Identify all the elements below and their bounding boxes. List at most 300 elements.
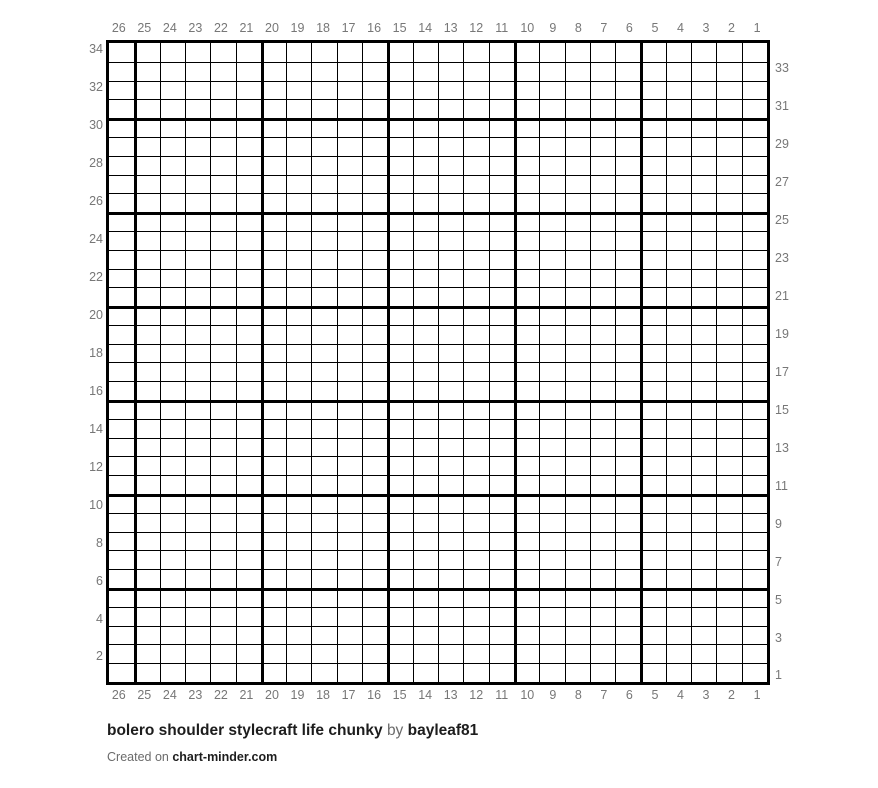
grid-cell xyxy=(615,456,640,475)
grid-cell xyxy=(311,137,336,156)
grid-cell xyxy=(286,81,311,100)
grid-cell xyxy=(134,306,159,325)
grid-cell xyxy=(185,250,210,269)
grid-cell xyxy=(236,607,261,626)
grid-cell xyxy=(261,81,286,100)
grid-cell xyxy=(463,231,488,250)
grid-cell xyxy=(160,569,185,588)
column-number: 4 xyxy=(676,688,684,702)
grid-cell xyxy=(160,494,185,513)
grid-cell xyxy=(463,569,488,588)
grid-cell xyxy=(539,513,564,532)
grid-cell xyxy=(615,588,640,607)
column-number: 1 xyxy=(753,21,761,35)
grid-cell xyxy=(590,400,615,419)
grid-cell xyxy=(438,212,463,231)
grid-cell xyxy=(160,325,185,344)
grid-cell xyxy=(742,137,767,156)
grid-cell xyxy=(691,43,716,62)
grid-cell xyxy=(716,381,741,400)
grid-cell xyxy=(413,269,438,288)
grid-cell xyxy=(261,475,286,494)
grid-cell xyxy=(337,569,362,588)
grid-cell xyxy=(261,532,286,551)
grid-cell xyxy=(716,400,741,419)
grid-cell xyxy=(489,62,514,81)
grid-cell xyxy=(514,269,539,288)
grid-cell xyxy=(261,231,286,250)
grid-cell xyxy=(539,456,564,475)
grid-cell xyxy=(362,400,387,419)
grid-cell xyxy=(640,175,665,194)
column-number: 18 xyxy=(316,688,330,702)
grid-cell xyxy=(742,569,767,588)
column-number: 17 xyxy=(341,688,356,702)
grid-cell xyxy=(337,663,362,682)
grid-cell xyxy=(109,607,134,626)
grid-cell xyxy=(286,626,311,645)
grid-cell xyxy=(590,344,615,363)
grid-cell xyxy=(615,663,640,682)
grid-cell xyxy=(413,212,438,231)
grid-cell xyxy=(640,456,665,475)
grid-cell xyxy=(134,381,159,400)
grid-cell xyxy=(362,287,387,306)
grid-cell xyxy=(565,419,590,438)
grid-cell xyxy=(362,456,387,475)
grid-cell xyxy=(387,212,412,231)
grid-cell xyxy=(565,494,590,513)
grid-cell xyxy=(337,62,362,81)
grid-cell xyxy=(337,269,362,288)
grid-cell xyxy=(210,118,235,137)
grid-cell xyxy=(286,344,311,363)
grid-cell xyxy=(109,400,134,419)
grid-cell xyxy=(185,588,210,607)
grid-cell xyxy=(236,626,261,645)
column-number: 15 xyxy=(392,688,407,702)
grid-cell xyxy=(210,381,235,400)
grid-cell xyxy=(716,362,741,381)
grid-cell xyxy=(210,269,235,288)
grid-cell xyxy=(109,513,134,532)
grid-cell xyxy=(134,663,159,682)
grid-cell xyxy=(337,306,362,325)
grid-cell xyxy=(160,419,185,438)
grid-cell xyxy=(514,438,539,457)
grid-cell xyxy=(387,118,412,137)
grid-cell xyxy=(742,494,767,513)
grid-cell xyxy=(210,475,235,494)
grid-cell xyxy=(489,475,514,494)
grid-cell xyxy=(185,438,210,457)
row-number: 26 xyxy=(89,194,103,209)
row-number: 5 xyxy=(775,592,782,607)
grid-cell xyxy=(185,269,210,288)
grid-cell xyxy=(134,588,159,607)
grid-cell xyxy=(134,231,159,250)
grid-cell xyxy=(185,569,210,588)
grid-cell xyxy=(565,381,590,400)
grid-cell xyxy=(286,532,311,551)
column-number: 8 xyxy=(574,21,582,35)
grid-cell xyxy=(261,137,286,156)
grid-cell xyxy=(539,81,564,100)
grid-cell xyxy=(311,99,336,118)
grid-cell xyxy=(565,62,590,81)
grid-cell xyxy=(666,325,691,344)
grid-cell xyxy=(615,419,640,438)
grid-cell xyxy=(362,193,387,212)
grid-cell xyxy=(236,250,261,269)
grid-cell xyxy=(716,250,741,269)
grid-cell xyxy=(565,569,590,588)
grid-cell xyxy=(236,43,261,62)
grid-cell xyxy=(742,156,767,175)
grid-cell xyxy=(438,663,463,682)
grid-cell xyxy=(134,325,159,344)
grid-cell xyxy=(438,644,463,663)
grid-cell xyxy=(160,381,185,400)
grid-cell xyxy=(489,381,514,400)
column-number: 13 xyxy=(443,688,458,702)
grid-cell xyxy=(236,344,261,363)
grid-cell xyxy=(590,175,615,194)
grid-cell xyxy=(387,156,412,175)
grid-cell xyxy=(362,325,387,344)
grid-cell xyxy=(666,99,691,118)
grid-cell xyxy=(337,193,362,212)
grid-cell xyxy=(742,193,767,212)
grid-cell xyxy=(362,494,387,513)
grid-cell xyxy=(742,400,767,419)
grid-cell xyxy=(413,400,438,419)
grid-cell xyxy=(109,532,134,551)
grid-cell xyxy=(311,269,336,288)
grid-cell xyxy=(387,588,412,607)
grid-cell xyxy=(134,212,159,231)
grid-cell xyxy=(742,62,767,81)
grid-cell xyxy=(261,118,286,137)
grid-cell xyxy=(134,569,159,588)
grid-cell xyxy=(362,137,387,156)
column-number: 16 xyxy=(367,21,382,35)
grid-cell xyxy=(463,269,488,288)
grid-cell xyxy=(438,626,463,645)
grid-cell xyxy=(185,494,210,513)
grid-cell xyxy=(236,550,261,569)
grid-cell xyxy=(716,438,741,457)
grid-cell xyxy=(438,250,463,269)
grid-cell xyxy=(134,193,159,212)
grid-cell xyxy=(311,626,336,645)
grid-cell xyxy=(337,475,362,494)
grid-cell xyxy=(539,550,564,569)
grid-cell xyxy=(463,456,488,475)
grid-cell xyxy=(666,231,691,250)
grid-cell xyxy=(210,325,235,344)
grid-cell xyxy=(210,607,235,626)
grid-cell xyxy=(413,532,438,551)
grid-cell xyxy=(261,193,286,212)
grid-cell xyxy=(565,362,590,381)
grid-cell xyxy=(337,532,362,551)
grid-cell xyxy=(160,532,185,551)
grid-cell xyxy=(311,532,336,551)
grid-cell xyxy=(590,475,615,494)
grid-cell xyxy=(742,588,767,607)
grid-cell xyxy=(463,81,488,100)
grid-cell xyxy=(489,569,514,588)
grid-cell xyxy=(387,513,412,532)
grid-cell xyxy=(362,344,387,363)
grid-cell xyxy=(514,287,539,306)
grid-cell xyxy=(210,644,235,663)
grid-cell xyxy=(311,550,336,569)
row-number: 10 xyxy=(89,497,103,512)
grid-cell xyxy=(565,287,590,306)
grid-cell xyxy=(539,400,564,419)
grid-cell xyxy=(691,156,716,175)
grid-cell xyxy=(565,156,590,175)
grid-cell xyxy=(236,175,261,194)
grid-cell xyxy=(539,381,564,400)
row-number: 24 xyxy=(89,232,103,247)
grid-cell xyxy=(236,456,261,475)
grid-cell xyxy=(185,362,210,381)
grid-cell xyxy=(413,231,438,250)
grid-cell xyxy=(261,344,286,363)
grid-cell xyxy=(716,588,741,607)
grid-cell xyxy=(387,250,412,269)
grid-cell xyxy=(666,250,691,269)
grid-cell xyxy=(337,438,362,457)
grid-cell xyxy=(691,550,716,569)
grid-cell xyxy=(489,193,514,212)
grid-cell xyxy=(185,306,210,325)
grid-cell xyxy=(590,231,615,250)
row-number: 6 xyxy=(96,573,103,588)
grid-cell xyxy=(413,362,438,381)
row-number: 23 xyxy=(775,251,789,266)
grid-cell xyxy=(615,193,640,212)
grid-cell xyxy=(362,156,387,175)
grid-cell xyxy=(387,550,412,569)
grid-cell xyxy=(539,269,564,288)
grid-cell xyxy=(438,81,463,100)
grid-cell xyxy=(742,513,767,532)
grid-cell xyxy=(666,569,691,588)
row-number: 29 xyxy=(775,137,789,152)
grid-cell xyxy=(716,99,741,118)
grid-cell xyxy=(565,231,590,250)
grid-cell xyxy=(590,269,615,288)
column-number: 26 xyxy=(111,688,126,702)
column-number: 23 xyxy=(188,21,203,35)
chart-title: bolero shoulder stylecraft life chunky xyxy=(107,722,383,739)
grid-cell xyxy=(514,456,539,475)
grid-cell xyxy=(539,475,564,494)
grid-cell xyxy=(286,212,311,231)
grid-cell xyxy=(438,62,463,81)
grid-cell xyxy=(565,269,590,288)
grid-cell xyxy=(210,156,235,175)
grid-cell xyxy=(362,43,387,62)
column-number: 15 xyxy=(392,21,407,35)
grid-cell xyxy=(337,118,362,137)
grid-cell xyxy=(539,118,564,137)
grid-cell xyxy=(337,231,362,250)
grid-cell xyxy=(539,494,564,513)
grid-cell xyxy=(185,43,210,62)
grid-cell xyxy=(716,287,741,306)
grid-cell xyxy=(337,588,362,607)
grid-cell xyxy=(109,175,134,194)
grid-cell xyxy=(590,118,615,137)
grid-cell xyxy=(539,663,564,682)
grid-cell xyxy=(311,81,336,100)
grid-cell xyxy=(489,231,514,250)
grid-cell xyxy=(413,325,438,344)
grid-cell xyxy=(185,81,210,100)
column-number: 20 xyxy=(265,21,279,35)
grid-cell xyxy=(463,137,488,156)
grid-cell xyxy=(742,269,767,288)
grid-cell xyxy=(109,43,134,62)
grid-cell xyxy=(413,550,438,569)
row-number: 25 xyxy=(775,213,789,228)
column-labels-top xyxy=(106,21,770,36)
grid-cell xyxy=(640,81,665,100)
grid-cell xyxy=(210,663,235,682)
column-number: 13 xyxy=(443,21,458,35)
grid-cell xyxy=(640,62,665,81)
grid-cell xyxy=(109,81,134,100)
grid-cell xyxy=(311,250,336,269)
grid-cell xyxy=(438,137,463,156)
column-number: 1 xyxy=(753,688,761,702)
column-number: 21 xyxy=(239,688,254,702)
grid-cell xyxy=(742,456,767,475)
grid-cell xyxy=(337,287,362,306)
grid-cell xyxy=(716,62,741,81)
grid-cell xyxy=(311,494,336,513)
grid-cell xyxy=(615,532,640,551)
grid-cell xyxy=(716,306,741,325)
grid-cell xyxy=(742,344,767,363)
grid-cell xyxy=(666,81,691,100)
row-number: 28 xyxy=(89,156,103,171)
grid-cell xyxy=(463,62,488,81)
grid-cell xyxy=(489,588,514,607)
grid-cell xyxy=(134,607,159,626)
grid-cell xyxy=(615,438,640,457)
grid-cell xyxy=(387,325,412,344)
column-number: 25 xyxy=(137,21,152,35)
grid-cell xyxy=(261,43,286,62)
grid-cell xyxy=(514,419,539,438)
grid-cell xyxy=(261,250,286,269)
column-number: 10 xyxy=(520,688,535,702)
grid-cell xyxy=(261,569,286,588)
grid-cell xyxy=(716,175,741,194)
grid-cell xyxy=(236,569,261,588)
grid-cell xyxy=(489,344,514,363)
grid-cell xyxy=(615,513,640,532)
grid-cell xyxy=(286,269,311,288)
grid-cell xyxy=(590,550,615,569)
grid-cell xyxy=(413,43,438,62)
grid-cell xyxy=(489,175,514,194)
grid-cell xyxy=(286,513,311,532)
column-number: 10 xyxy=(520,21,535,35)
grid-cell xyxy=(134,438,159,457)
row-number: 8 xyxy=(96,535,103,550)
grid-cell xyxy=(160,475,185,494)
grid-cell xyxy=(413,137,438,156)
column-number: 25 xyxy=(137,688,152,702)
row-number: 18 xyxy=(89,345,103,360)
grid-cell xyxy=(362,532,387,551)
grid-cell xyxy=(413,250,438,269)
grid-cell xyxy=(134,81,159,100)
grid-cell xyxy=(286,306,311,325)
grid-cell xyxy=(286,325,311,344)
column-number: 22 xyxy=(213,688,228,702)
grid-cell xyxy=(463,156,488,175)
grid-cell xyxy=(413,438,438,457)
grid-cell xyxy=(311,231,336,250)
grid-cell xyxy=(514,137,539,156)
column-number: 19 xyxy=(290,21,305,35)
grid-cell xyxy=(134,419,159,438)
grid-cell xyxy=(716,118,741,137)
stitch-grid xyxy=(106,40,770,685)
grid-cell xyxy=(109,626,134,645)
grid-cell xyxy=(185,175,210,194)
grid-cell xyxy=(463,193,488,212)
grid-cell xyxy=(539,438,564,457)
grid-cell xyxy=(539,137,564,156)
grid-cell xyxy=(489,494,514,513)
grid-cell xyxy=(640,438,665,457)
grid-cell xyxy=(514,306,539,325)
grid-cell xyxy=(387,344,412,363)
grid-cell xyxy=(210,231,235,250)
grid-cell xyxy=(742,325,767,344)
grid-cell xyxy=(615,550,640,569)
grid-cell xyxy=(134,532,159,551)
grid-cell xyxy=(565,626,590,645)
grid-cell xyxy=(311,513,336,532)
grid-cell xyxy=(286,644,311,663)
row-labels-right xyxy=(775,40,820,685)
grid-cell xyxy=(134,287,159,306)
grid-cell xyxy=(261,156,286,175)
grid-cell xyxy=(716,456,741,475)
grid-cell xyxy=(362,569,387,588)
grid-cell xyxy=(565,137,590,156)
grid-cell xyxy=(236,513,261,532)
grid-cell xyxy=(640,569,665,588)
grid-cell xyxy=(337,513,362,532)
grid-cell xyxy=(210,250,235,269)
grid-cell xyxy=(337,250,362,269)
grid-cell xyxy=(716,269,741,288)
by-word: by xyxy=(386,722,404,739)
grid-cell xyxy=(286,550,311,569)
column-number: 12 xyxy=(469,688,484,702)
